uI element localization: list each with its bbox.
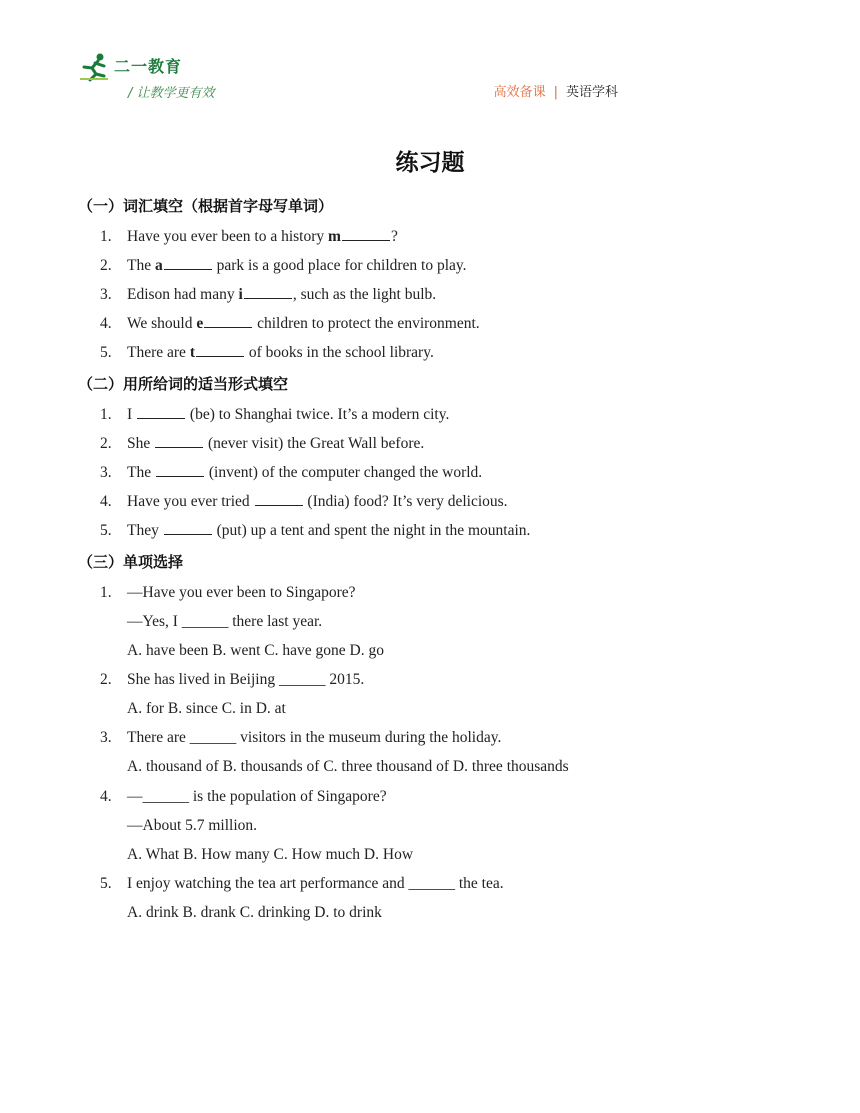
question-text: The a park is a good place for children to play. — [127, 257, 467, 274]
question-text: —Have you ever been to Singapore? — [127, 584, 356, 601]
page-header — [78, 50, 618, 100]
item-number: 4. — [100, 788, 112, 805]
question-text: I enjoy watching the tea art performance and ______ the tea. — [127, 875, 504, 892]
answer-blank — [255, 493, 303, 506]
answer-blank — [137, 406, 185, 419]
question-text: Have you ever tried (India) food? It’s very delicious. — [127, 493, 508, 510]
answer-options: A. have been B. went C. have gone D. go — [127, 642, 384, 659]
answer-blank — [155, 435, 203, 448]
subject-tag — [494, 81, 618, 100]
question-text: —About 5.7 million. — [127, 817, 258, 834]
question-text: —______ is the population of Singapore? — [127, 788, 387, 805]
item-number: 4. — [100, 315, 112, 332]
question-text: Have you ever been to a history m ? — [127, 228, 398, 245]
item-number: 3. — [100, 729, 112, 746]
item-number: 1. — [100, 406, 112, 423]
answer-blank — [196, 344, 244, 357]
question-text: I (be) to Shanghai twice. It’s a modern city. — [127, 406, 450, 423]
tag-prep: 高效备课 — [493, 85, 546, 100]
answer-blank — [204, 315, 252, 328]
tag-separator: | — [553, 85, 558, 100]
answer-blank — [156, 464, 204, 477]
question-text: They (put) up a tent and spent the night in the mountain. — [127, 522, 531, 539]
question-text: Edison had many i , such as the light bulb. — [127, 286, 437, 303]
section-heading-3: （三）单项选择 — [78, 553, 184, 571]
item-number: 1. — [100, 228, 112, 245]
item-number: 2. — [100, 671, 112, 688]
item-number: 5. — [100, 344, 112, 361]
question-text: —Yes, I ______ there last year. — [127, 613, 323, 630]
question-text: She (never visit) the Great Wall before. — [127, 435, 425, 452]
slogan: / 让教学更有效 — [128, 86, 215, 101]
item-number: 5. — [100, 875, 112, 892]
answer-blank — [342, 228, 390, 241]
answer-options: A. drink B. drank C. drinking D. to drink — [127, 904, 382, 921]
item-number: 4. — [100, 493, 112, 510]
section-heading-2: （二）用所给词的适当形式填空 — [78, 375, 289, 393]
item-number: 5. — [100, 522, 112, 539]
tag-subject: 英语学科 — [565, 85, 618, 100]
item-number: 1. — [100, 584, 112, 601]
item-number: 3. — [100, 464, 112, 481]
question-text: The (invent) of the computer changed the world. — [127, 464, 483, 481]
answer-options: A. for B. since C. in D. at — [127, 700, 286, 717]
answer-options: A. What B. How many C. How much D. How — [127, 846, 414, 863]
answer-blank — [164, 257, 212, 270]
question-text: We should e children to protect the environment. — [127, 315, 480, 332]
item-number: 2. — [100, 435, 112, 452]
page-title: 练习题 — [395, 150, 465, 176]
question-text: There are ______ visitors in the museum during the holiday. — [127, 729, 502, 746]
item-number: 3. — [100, 286, 112, 303]
answer-blank — [244, 286, 292, 299]
answer-options: A. thousand of B. thousands of C. three thousand of D. three thousands — [127, 758, 569, 775]
section-heading-1: （一）词汇填空（根据首字母写单词） — [78, 197, 334, 215]
answer-blank — [164, 522, 212, 535]
logo-text: 二一教育 — [114, 57, 183, 76]
item-number: 2. — [100, 257, 112, 274]
question-text: She has lived in Beijing ______ 2015. — [127, 671, 365, 688]
question-text: There are t of books in the school library. — [127, 344, 434, 361]
